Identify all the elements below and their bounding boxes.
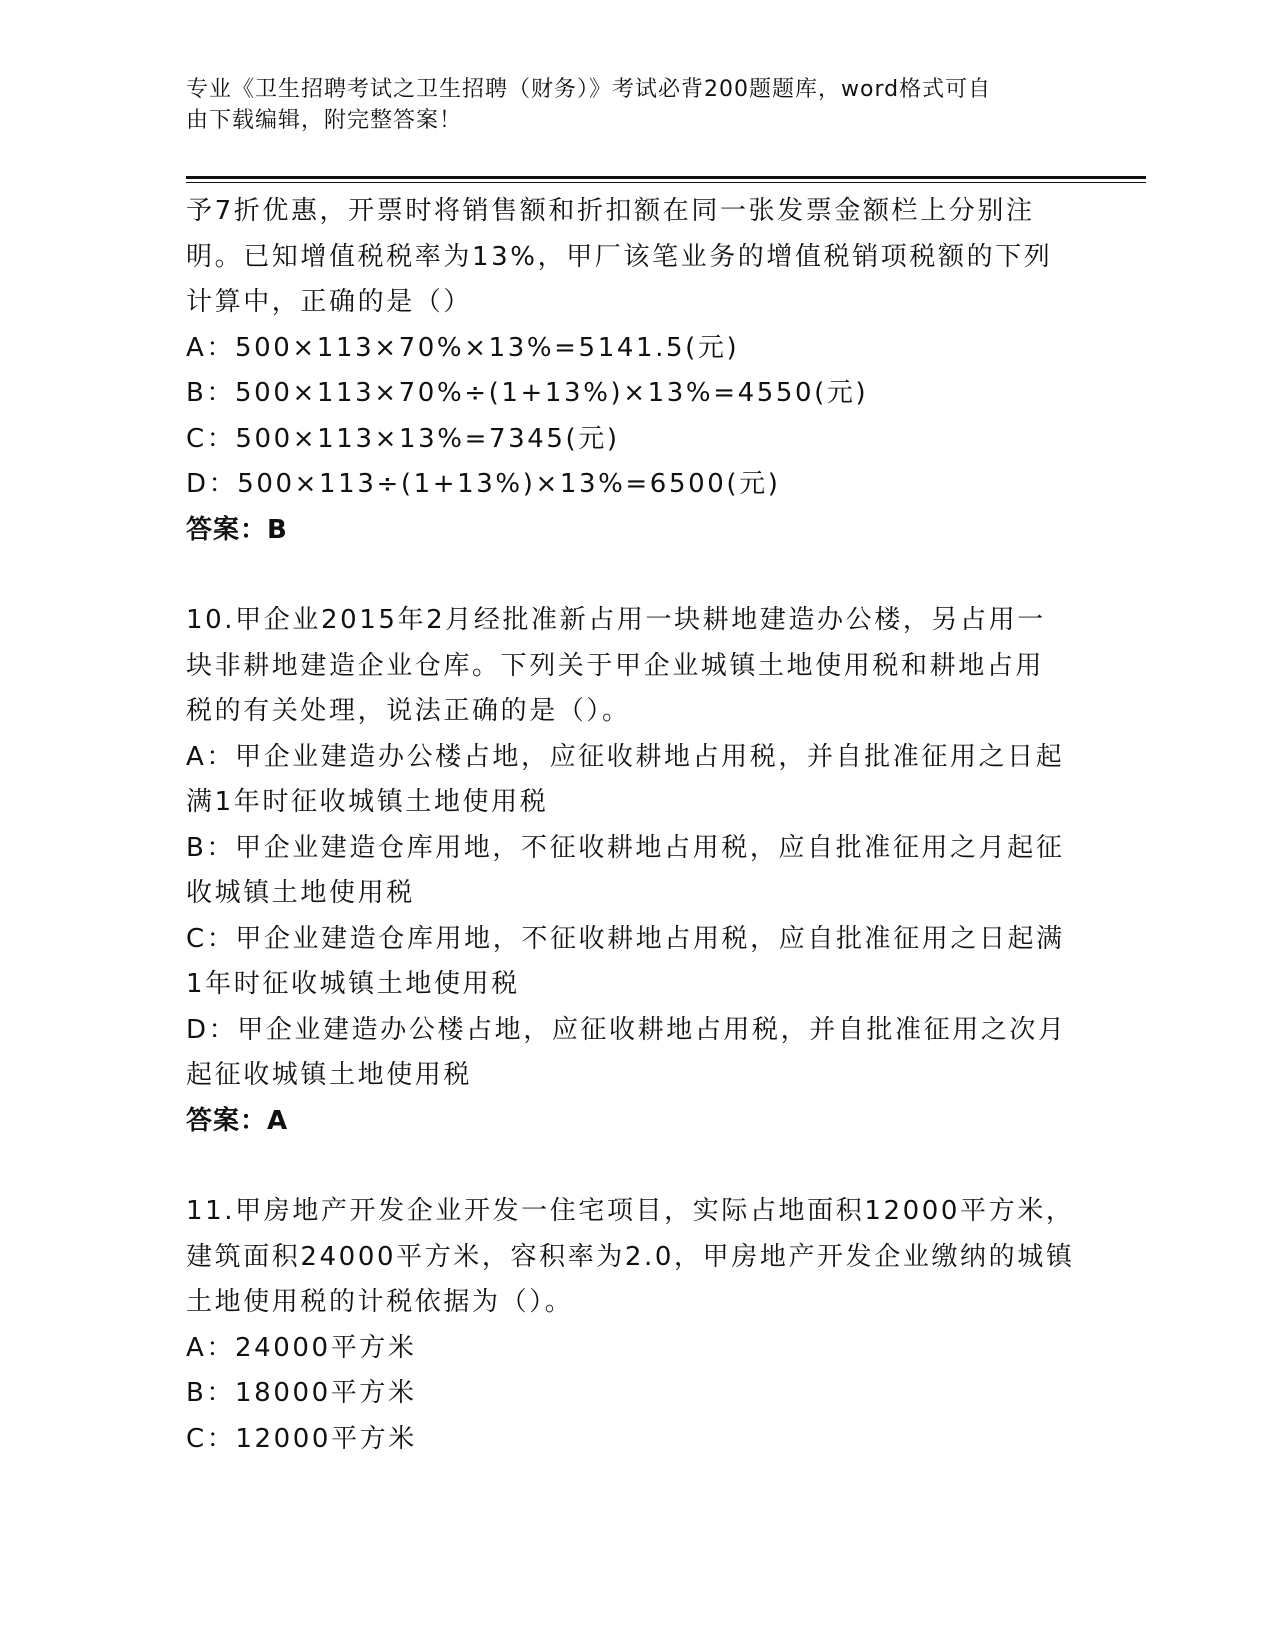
question-10 <box>186 598 1086 1144</box>
question-text-line: 税的有关处理，说法正确的是（）。 <box>186 696 631 726</box>
question-text-line: 建筑面积24000平方米，容积率为2.0，甲房地产开发企业缴纳的城镇 <box>186 1241 1075 1272</box>
answer-label: 答案：B <box>186 514 288 545</box>
option-b: B：18000平方米 <box>186 1378 417 1408</box>
header-divider-thin <box>186 182 1146 183</box>
option-c: C：500×113×13%=7345(元) <box>186 423 620 454</box>
option-b: B：500×113×70%÷(1+13%)×13%=4550(元) <box>186 378 869 408</box>
option-c: C：甲企业建造仓库用地，不征收耕地占用税，应自批准征用之日起满 <box>186 923 1065 954</box>
question-text-line: 10.甲企业2015年2月经批准新占用一块耕地建造办公楼，另占用一 <box>186 605 1046 635</box>
option-a: A：甲企业建造办公楼占地，应征收耕地占用税，并自批准征用之日起 <box>186 741 1065 772</box>
option-a-continued: 满1年时征收城镇土地使用税 <box>186 787 549 817</box>
option-a: A：24000平方米 <box>186 1332 417 1363</box>
option-b-continued: 收城镇土地使用税 <box>186 878 415 908</box>
question-9 <box>186 189 1086 553</box>
option-d: D：甲企业建造办公楼占地，应征收耕地占用税，并自批准征用之次月 <box>186 1014 1067 1045</box>
question-text-line: 予7折优惠，开票时将销售额和折扣额在同一张发票金额栏上分别注 <box>186 196 1035 226</box>
answer-label: 答案：A <box>186 1105 289 1136</box>
header-line-1: 专业《卫生招聘考试之卫生招聘（财务）》考试必背200题题库，word格式可自 <box>186 77 992 102</box>
question-text-line: 块非耕地建造企业仓库。下列关于甲企业城镇土地使用税和耕地占用 <box>186 650 1045 681</box>
option-b: B：甲企业建造仓库用地，不征收耕地占用税，应自批准征用之月起征 <box>186 832 1065 863</box>
option-d-continued: 起征收城镇土地使用税 <box>186 1060 473 1090</box>
option-c-continued: 1年时征收城镇土地使用税 <box>186 969 520 999</box>
question-text-line: 计算中，正确的是（） <box>186 287 473 317</box>
header-divider-thick <box>186 176 1146 179</box>
question-text-line: 土地使用税的计税依据为（）。 <box>186 1287 574 1317</box>
spacer <box>186 1144 1086 1189</box>
option-c: C：12000平方米 <box>186 1423 417 1454</box>
question-text-line: 11.甲房地产开发企业开发一住宅项目，实际占地面积12000平方米， <box>186 1196 1075 1226</box>
header-line-2: 由下载编辑，附完整答案！ <box>186 108 463 133</box>
question-11 <box>186 1189 1086 1462</box>
document-header <box>186 74 1086 136</box>
option-d: D：500×113÷(1+13%)×13%=6500(元) <box>186 469 781 499</box>
document-body <box>186 189 1086 1462</box>
question-text-line: 明。已知增值税税率为13%，甲厂该笔业务的增值税销项税额的下列 <box>186 241 1053 272</box>
option-a: A：500×113×70%×13%=5141.5(元) <box>186 332 740 363</box>
spacer <box>186 553 1086 598</box>
